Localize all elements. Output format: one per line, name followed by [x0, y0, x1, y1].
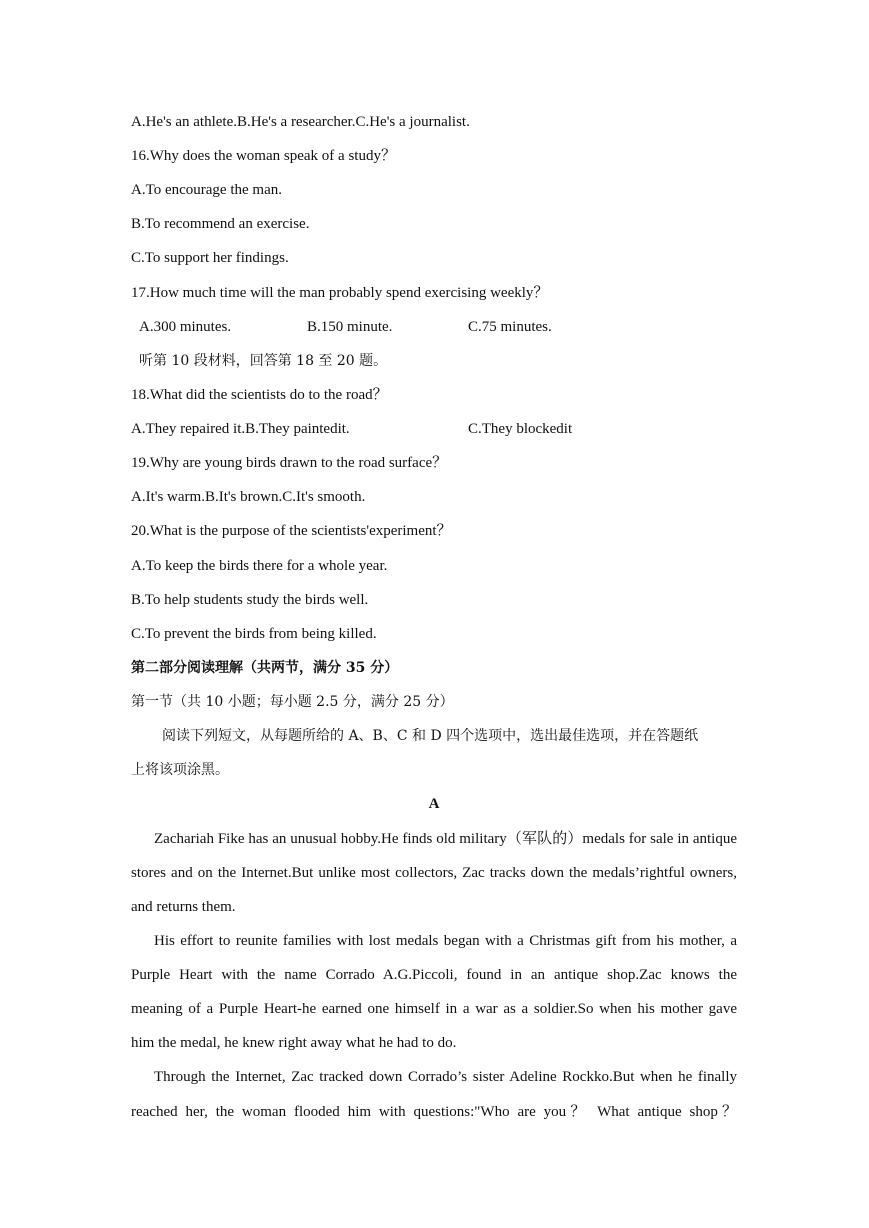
question-16: 16.Why does the woman speak of a study？: [131, 148, 396, 164]
q16-option-c: C.To support her findings.: [131, 250, 289, 266]
paragraph-2-line-3: meaning of a Purple Heart-he earned one himself in a war as a soldier.So when his mother gave: [131, 1001, 737, 1017]
section-1-heading: 第一节（共 10 小题；每小题 2.5 分，满分 25 分）: [131, 694, 454, 710]
q19-options: A.It's warm.B.It's brown.C.It's smooth.: [131, 489, 366, 505]
q15-options: A.He's an athlete.B.He's a researcher.C.He's a journalist.: [131, 114, 470, 130]
q20-option-b: B.To help students study the birds well.: [131, 592, 369, 608]
q16-option-b: B.To recommend an exercise.: [131, 216, 310, 232]
q20-option-c: C.To prevent the birds from being killed.: [131, 626, 377, 642]
q16-option-a: A.To encourage the man.: [131, 182, 282, 198]
q18-option-c: C.They blockedit: [468, 421, 573, 437]
paragraph-2-line-2: Purple Heart with the name Corrado A.G.Piccoli, found in an antique shop.Zac knows the: [131, 967, 737, 983]
paragraph-3-line-2: reached her, the woman flooded him with questions:"Who are you？ What antique shop？: [131, 1104, 737, 1120]
question-19: 19.Why are young birds drawn to the road surface？: [131, 455, 448, 471]
q20-option-a: A.To keep the birds there for a whole year.: [131, 558, 388, 574]
question-20: 20.What is the purpose of the scientists'experiment？: [131, 523, 452, 539]
question-17: 17.How much time will the man probably spend exercising weekly？: [131, 285, 549, 301]
question-18: 18.What did the scientists do to the road？: [131, 387, 388, 403]
reading-instruction-line-2: 上将该项涂黑。: [131, 762, 229, 778]
passage-label: A: [428, 796, 440, 812]
reading-instruction-line-1: 阅读下列短文，从每题所给的 A、B、C 和 D 四个选项中，选出最佳选项，并在答题纸: [162, 728, 699, 744]
paragraph-1-line-2: stores and on the Internet.But unlike most collectors, Zac tracks down the medals’rightful owners,: [131, 865, 737, 881]
paragraph-1-line-1: Zachariah Fike has an unusual hobby.He finds old military（军队的）medals for sale in antique: [154, 831, 737, 847]
paragraph-1-line-3: and returns them.: [131, 899, 236, 915]
paragraph-2-line-4: him the medal, he knew right away what he had to do.: [131, 1035, 457, 1051]
q18-options-ab: A.They repaired it.B.They paintedit.: [131, 421, 350, 437]
section-10-instruction: 听第 10 段材料，回答第 18 至 20 题。: [139, 353, 388, 369]
q17-option-a: A.300 minutes.: [139, 319, 232, 335]
paragraph-3-line-1: Through the Internet, Zac tracked down Corrado’s sister Adeline Rockko.But when he finally: [154, 1069, 737, 1085]
q17-option-c: C.75 minutes.: [468, 319, 552, 335]
part-2-heading: 第二部分阅读理解（共两节，满分 35 分）: [131, 660, 399, 676]
q17-option-b: B.150 minute.: [307, 319, 393, 335]
paragraph-2-line-1: His effort to reunite families with lost medals began with a Christmas gift from his mother, a: [154, 933, 737, 949]
